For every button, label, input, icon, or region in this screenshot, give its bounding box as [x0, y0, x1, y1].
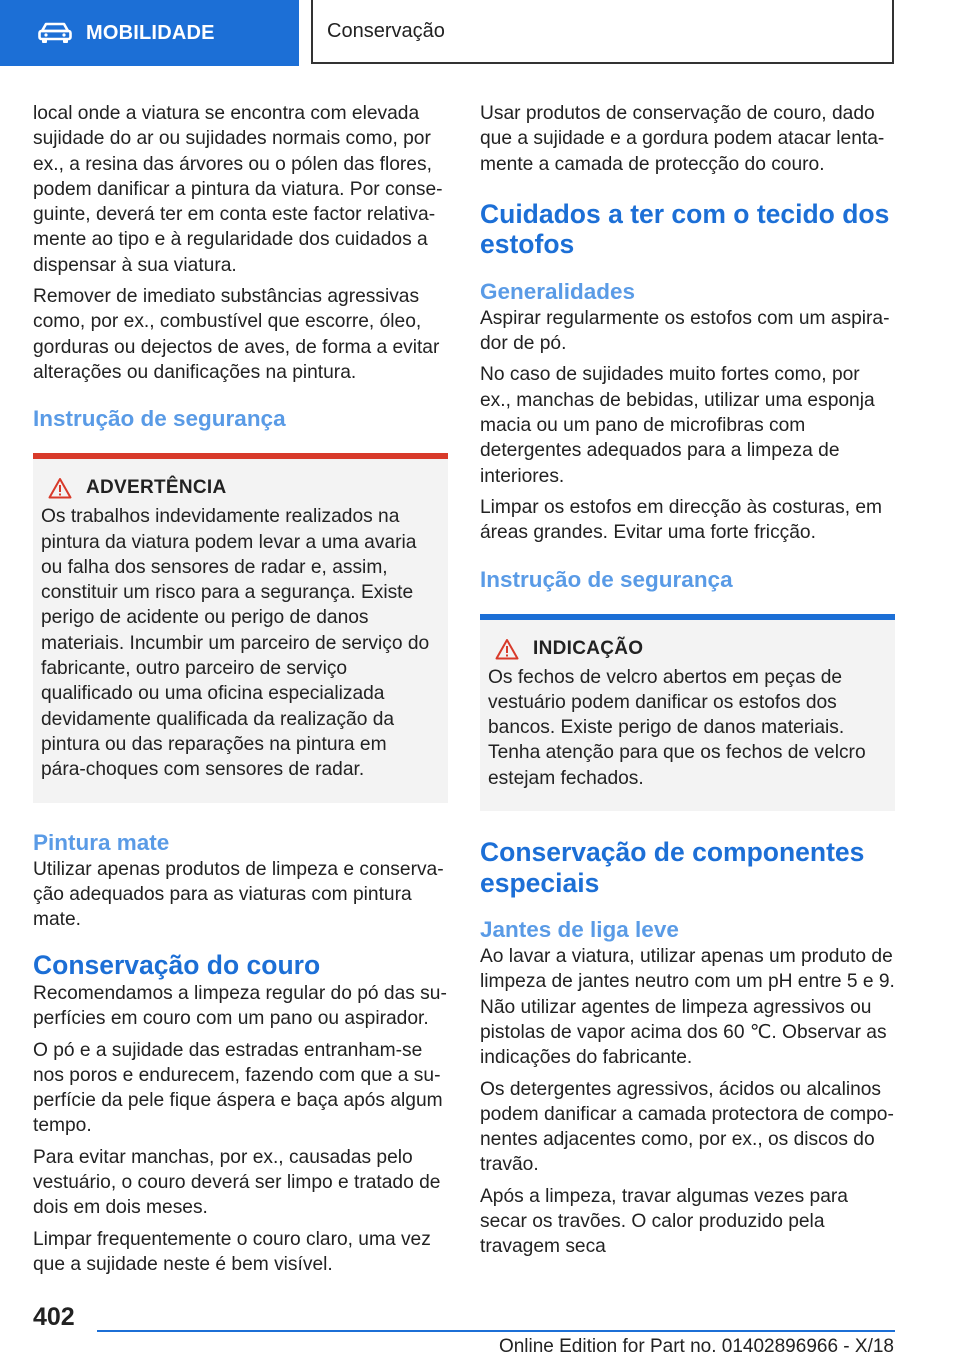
warning-header [41, 477, 436, 499]
page-header [0, 0, 960, 66]
warning-triangle-icon [48, 477, 72, 499]
right-column [480, 101, 895, 1266]
paragraph: Usar produtos de conservação de couro, dado que a sujidade e a gordura podem atacar lentamente a camada de protecção do couro. [480, 103, 885, 175]
warning-text: Os trabalhos indevidamente realizados na pintura da viatura podem levar a uma avaria ou falha dos sensores de radar e, assim, constituir um risco para a segurança. Existe perigo de acidente ou perigo de danos materiais. Incumbir um parceiro de serviço do fabricante, outro parceiro de serviço qualificado ou uma oficina especializada devidamente qualificada da realização da pintura ou das reparações na pintura em pára-choques com sensores de radar. [41, 506, 430, 781]
heading-safety-instruction: Instrução de segurança [480, 566, 733, 592]
page-number: 402 [33, 1303, 75, 1331]
footer-divider [97, 1330, 895, 1332]
heading-leather-care: Conservação do couro [33, 950, 321, 981]
paragraph: Remover de imediato substâncias agressivas como, por ex., combustível que escorre, óleo, gorduras ou dejectos de aves, de forma a evitar alterações ou danificações na pintura. [33, 286, 440, 383]
note-box [480, 614, 895, 811]
note-header [488, 638, 883, 660]
left-column [33, 101, 448, 1283]
paragraph: local onde a viatura se encontra com elevada sujidade do ar ou sujidades normais como, por ex., a resina das árvores ou o pólen das flores, podem danificar a pintura da viatura. Por conseguinte, deverá ter em conta este factor relativamente ao tipo e à regularidade dos cuidados a dispensar à sua viatura. [33, 103, 443, 276]
heading-alloy-wheels: Jantes de liga leve [480, 917, 679, 943]
paragraph: Os detergentes agressivos, ácidos ou alcalinos podem danificar a camada protectora de componentes adjacentes como, por ex., os discos do travão. [480, 1078, 894, 1176]
paragraph: Após a limpeza, travar algumas vezes para secar os travões. O calor produzido pela travagem seca [480, 1185, 848, 1258]
paragraph: No caso de sujidades muito fortes como, por ex., manchas de bebidas, utilizar uma esponja macia ou um pano de microfibras com detergentes adequados para a limpeza de interiores. [480, 364, 875, 487]
paragraph: Ao lavar a viatura, utilizar apenas um produto de limpeza de jantes neutro com um pH entre 5 e 9. Não utilizar agentes de limpeza agressivos ou pistolas de vapor acima dos 60 ℃. Observar as indicações do fabricante. [480, 946, 895, 1069]
footer-edition: Online Edition for Part no. 01402896966 - X/18 [498, 1336, 894, 1357]
paragraph: Aspirar regularmente os estofos com um aspirador de pó. [480, 307, 890, 355]
paragraph: Recomendamos a limpeza regular do pó das superfícies em couro com um pano ou aspirador. [33, 982, 447, 1030]
note-title: INDICAÇÃO [533, 637, 644, 659]
heading-safety-instruction: Instrução de segurança [33, 406, 286, 432]
warning-box [33, 453, 448, 802]
heading-generalities: Generalidades [480, 278, 636, 304]
car-icon [38, 22, 72, 44]
paragraph: Utilizar apenas produtos de limpeza e conservação adequados para as viaturas com pintura mate. [33, 858, 444, 931]
note-text: Os fechos de velcro abertos em peças de vestuário podem danificar os estofos dos bancos. Existe perigo de danos materiais. Tenha atenção para que os fechos de velcro estejam fechados. [488, 666, 866, 789]
heading-upholstery-care: Cuidados a ter com o tecido dos estofos [480, 198, 890, 260]
paragraph: Limpar frequentemente o couro claro, uma vez que a sujidade neste é bem visível. [33, 1228, 431, 1275]
chapter-title: Conservação [327, 19, 445, 42]
paragraph: Para evitar manchas, por ex., causadas pelo vestuário, o couro deverá ser limpo e tratado de dois em dois meses. [33, 1146, 441, 1219]
section-tab-mobilidade[interactable] [0, 0, 299, 66]
section-label: MOBILIDADE [86, 21, 215, 44]
paragraph: O pó e a sujidade das estradas entranham-se nos poros e endurecem, fazendo com que a superfície da pele fique áspera e baça após algum tempo. [33, 1039, 443, 1137]
chapter-title-box [311, 0, 894, 64]
paragraph: Limpar os estofos em direcção às costuras, em áreas grandes. Evitar uma forte fricção. [480, 496, 883, 544]
warning-title: ADVERTÊNCIA [86, 477, 227, 499]
heading-special-components: Conservação de componentes especiais [480, 837, 865, 898]
heading-matte-paint: Pintura mate [33, 829, 170, 855]
warning-triangle-icon [495, 638, 519, 660]
